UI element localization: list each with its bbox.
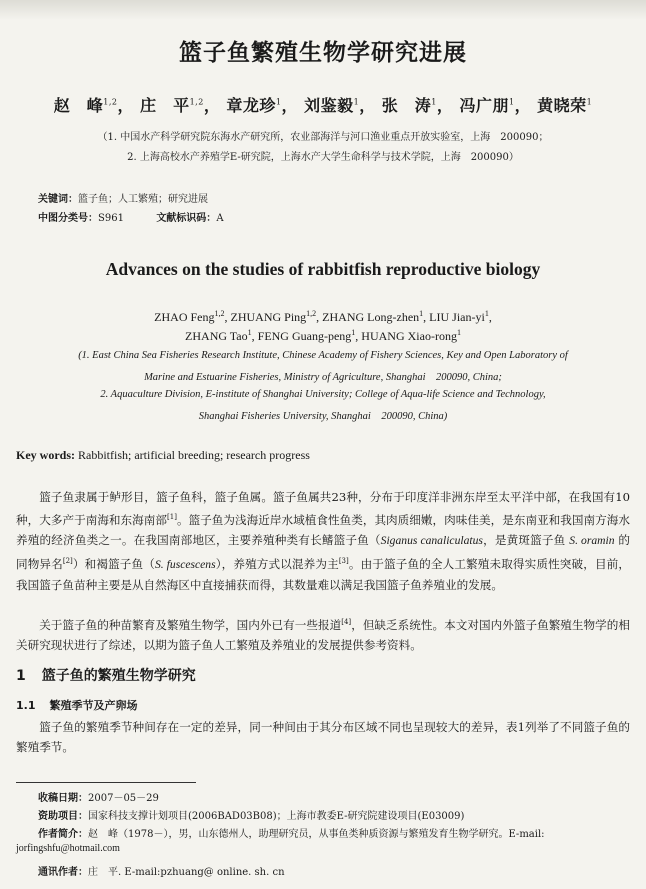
section-1-1-paragraph: 篮子鱼的繁殖季节种间存在一定的差异，同一种间由于其分布区域不同也呈现较大的差异，表1列举了不同篮子鱼的繁殖季节。 [16,720,630,754]
clc-value: S961 [98,213,124,224]
keywords-en-value: Rabbitfish; artificial breeding; research progress [78,448,310,462]
title-cn: 篮子鱼繁殖生物学研究进展 [179,40,467,66]
title-en: Advances on the studies of rabbitfish reproductive biology [105,259,541,279]
footnote-fund: 资助项目：国家科技支撑计划项目(2006BAD03B08)；上海市教委E-研究院建设项目(E03009) [38,811,465,822]
footnote-author: 作者简介：赵 峰（1978－），男，山东德州人，助理研究员，从事鱼类种质资源与繁殖发育生物学研究。E-mail: [38,829,545,840]
author-cn: 庄 平$^{1,2}$ [140,96,204,115]
affiliation-en-3: 2. Aquaculture Division, E-institute of Shanghai University; College of Aqua-life Science and Technology, [100,389,546,400]
keywords-cn-label: 关键词： [38,194,78,205]
footnote-author-email: jorfingshfu@hotmail.com [16,843,120,854]
author-en: HUANG Xiao-rong$^1$ [361,328,461,343]
author-cn: 章龙珍$^1$ [226,96,282,115]
author-cn: 黄晓荣$^1$ [537,96,593,115]
authors-en-line1: ZHAO Feng$^{1,2}$, ZHUANG Ping$^{1,2}$, ZHANG Long-zhen$^1$, LIU Jian-$yi^1$, [154,309,492,324]
affiliation-cn-1: （1. 中国水产科学研究院东海水产研究所，农业部海洋与河口渔业重点开放实验室，上海 200090； [97,132,549,143]
author-en: ZHAO Feng$^{1,2}$ [154,309,225,324]
affiliation-en-2: Marine and Estuarine Fisheries, Ministry of Agriculture, Shanghai 200090, China; [144,372,502,383]
intro-paragraph-1: 篮子鱼隶属于鲈形目，篮子鱼科，篮子鱼属。篮子鱼属共23种，分布于印度洋非洲东岸至太平洋中部，在我国有10种，大多产于南海和东海南部[1]。篮子鱼为浅海近岸水域植食性鱼类，其肉质细嫩，肉味佳美，是东南亚和我国南方海水养殖的经济鱼类之一。在我国南部地区，主要养殖种类有长鳍篮子鱼（Siganus canaliculatus，是黄斑篮子鱼 S. oramin 的同物异名[2]）和褐篮子鱼（S. fuscescens），养殖方式以混养为主[3]。由于篮子鱼的全人工繁殖未取得实质性突破，目前，我国篮子鱼苗种主要是从自然海区中直接捕获而得，其数量难以满足我国篮子鱼养殖业的发展。 [16,490,631,592]
doc-code-value: A [216,213,224,224]
author-en: ZHANG Tao$^1$ [185,328,252,343]
keywords-cn-value: 篮子鱼；人工繁殖；研究进展 [78,194,208,205]
intro-paragraph-2: 关于篮子鱼的种苗繁育及繁殖生物学，国内外已有一些报道[4]，但缺乏系统性。本文对国内外篮子鱼繁殖生物学的相关研究现状进行了综述，以期为篮子鱼人工繁殖及养殖业的发展提供参考资料。 [16,617,630,652]
doc-code-label: 文献标识码： [156,213,217,224]
author-en: FENG Guang-peng$^1$ [257,328,356,343]
author-en: ZHUANG Ping$^{1,2}$ [230,309,317,324]
keywords-en [16,448,310,463]
author-cn: 冯广朋$^1$ [459,96,515,115]
author-cn: 赵 峰$^{1,2}$ [53,96,118,115]
footnote-received: 收稿日期：2007－05－29 [38,793,159,804]
bleed-through-header [0,0,646,20]
authors-cn: 赵 峰$^{1,2}$， 庄 平$^{1,2}$， 章龙珍$^1$， 刘鉴毅$^1$， 张 涛$^1$， 冯广朋$^1$， 黄晓荣$^1$ [53,96,593,115]
keywords-cn [38,190,208,205]
clc-label: 中图分类号： [38,213,98,224]
author-en: LIU Jian-$yi^1$ [429,309,489,324]
section-heading-1: 1 篮子鱼的繁殖生物学研究 [16,668,196,684]
affiliation-en-4: Shanghai Fisheries University, Shanghai 200090, China) [198,411,448,422]
keywords-en-label: Key words: [16,448,75,462]
author-cn: 张 涛$^1$ [381,96,437,115]
section-heading-1-1: 1.1 繁殖季节及产卵场 [16,699,138,712]
footnote-corresponding: 通讯作者：庄 平. E-mail:pzhuang@ online. sh. cn [38,867,285,878]
classification-line [38,209,224,224]
affiliation-cn-2: 2. 上海高校水产养殖学E-研究院，上海水产大学生命科学与技术学院，上海 200090） [127,152,519,163]
affiliation-en-1: (1. East China Sea Fisheries Research Institute, Chinese Academy of Fishery Sciences, Key and Open Laboratory of [78,350,568,361]
footnote-rule [16,782,196,783]
author-en: ZHANG Long-zhen$^1$ [322,309,424,324]
author-cn: 刘鉴毅$^1$ [304,96,360,115]
authors-en-line2: ZHANG Tao$^1$, FENG Guang-peng$^1$, HUANG Xiao-rong$^1$ [185,328,461,343]
